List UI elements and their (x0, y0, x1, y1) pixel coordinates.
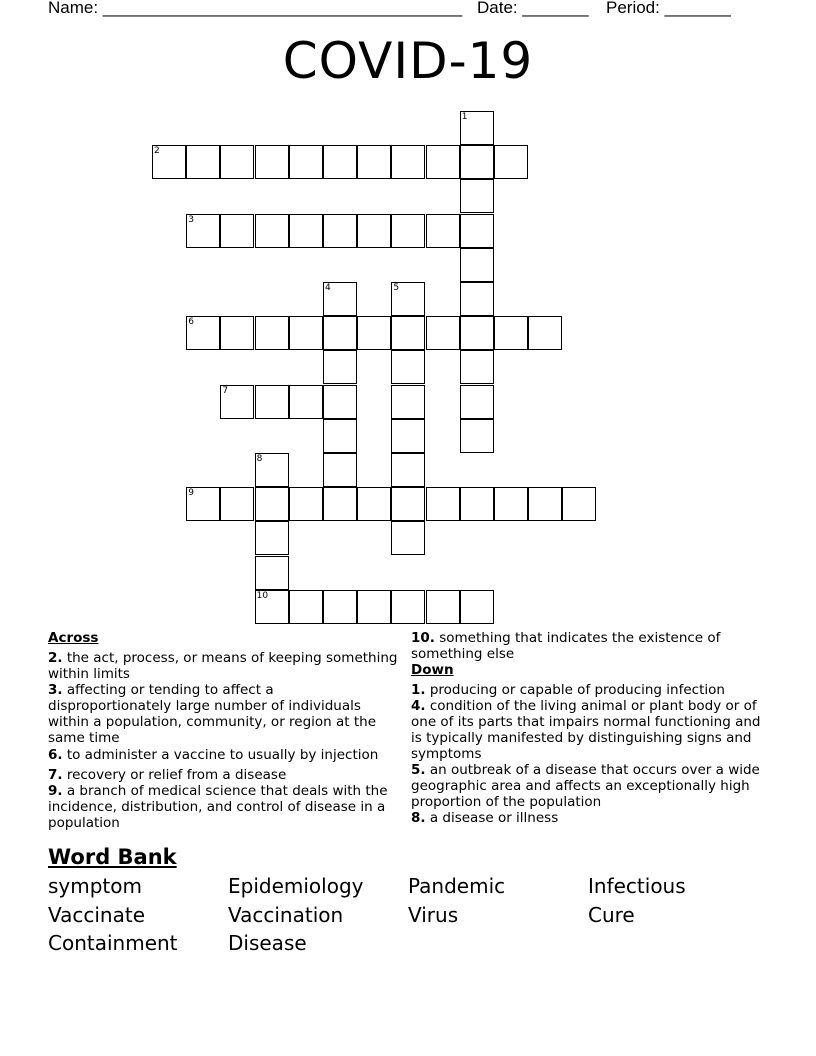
crossword-cell[interactable] (289, 385, 323, 419)
clue-down-1: 1. producing or capable of producing infection (411, 682, 725, 698)
crossword-cell[interactable] (391, 350, 425, 384)
word-bank-item: Disease (228, 931, 307, 955)
clue-number: 2 (154, 146, 160, 157)
across-heading: Across (48, 630, 99, 646)
word-bank-item: Containment (48, 931, 178, 955)
word-bank-item: Vaccination (228, 903, 344, 927)
clue-down-5: 5. an outbreak of a disease that occurs over a wide geographic area and affects an exceptionally high proportion of the population (411, 762, 760, 810)
word-bank-item: Virus (408, 903, 459, 927)
crossword-cell[interactable] (391, 453, 425, 487)
clues-left-column (48, 630, 400, 831)
crossword-cell[interactable] (289, 316, 323, 350)
word-bank-item: Pandemic (408, 874, 506, 898)
crossword-cell[interactable] (255, 316, 289, 350)
crossword-cell[interactable] (391, 214, 425, 248)
clue-across-6: 6. to administer a vaccine to usually by injection (48, 747, 379, 763)
crossword-cell[interactable] (391, 316, 425, 350)
crossword-cell[interactable] (426, 214, 460, 248)
crossword-cell[interactable] (289, 487, 323, 521)
crossword-cell[interactable] (357, 487, 391, 521)
crossword-cell[interactable] (494, 316, 528, 350)
name-field[interactable]: Name: ______________________________________ (48, 0, 463, 17)
crossword-cell[interactable] (460, 282, 494, 316)
clue-down-8: 8. a disease or illness (411, 810, 559, 826)
crossword-cell[interactable] (323, 453, 357, 487)
clue-across-9: 9. a branch of medical science that deals with the incidence, distribution, and control of disease in a population (48, 783, 388, 831)
crossword-cell[interactable] (494, 145, 528, 179)
crossword-cell[interactable] (289, 145, 323, 179)
word-bank-item: Cure (588, 903, 635, 927)
period-field[interactable]: Period: _______ (606, 0, 731, 17)
crossword-cell[interactable] (460, 248, 494, 282)
crossword-cell[interactable] (323, 145, 357, 179)
puzzle-title: COVID-19 (282, 32, 534, 90)
crossword-cell[interactable] (391, 385, 425, 419)
clue-number: 8 (256, 454, 263, 464)
clue-across-10: 10. something that indicates the existence of something else (411, 630, 721, 662)
crossword-cell[interactable] (186, 145, 220, 179)
crossword-cell[interactable] (426, 590, 460, 624)
clue-number: 5 (393, 283, 400, 293)
crossword-cell[interactable] (289, 214, 323, 248)
crossword-cell[interactable] (323, 350, 357, 384)
crossword-cell[interactable] (391, 282, 425, 316)
crossword-cell[interactable] (323, 316, 357, 350)
crossword-cell[interactable] (255, 453, 289, 487)
clue-number: 3 (188, 214, 194, 225)
crossword-cell[interactable] (186, 316, 220, 350)
clue-number: 9 (188, 488, 194, 499)
crossword-cell[interactable] (152, 145, 186, 179)
crossword-cell[interactable] (255, 521, 289, 555)
word-bank-item: symptom (48, 874, 142, 898)
clues-right-column (411, 630, 771, 826)
crossword-cell[interactable] (357, 316, 391, 350)
crossword-cell[interactable] (391, 521, 425, 555)
crossword-cell[interactable] (426, 487, 460, 521)
crossword-cell[interactable] (562, 487, 596, 521)
crossword-cell[interactable] (357, 590, 391, 624)
crossword-cell[interactable] (391, 590, 425, 624)
crossword-cell[interactable] (255, 590, 289, 624)
crossword-cell[interactable] (426, 145, 460, 179)
crossword-cell[interactable] (357, 214, 391, 248)
crossword-cell[interactable] (426, 316, 460, 350)
clue-down-4: 4. condition of the living animal or plant body or of one of its parts that impairs normal functioning and is typically manifested by distinguishing signs and symptoms (411, 698, 761, 762)
crossword-cell[interactable] (255, 556, 289, 590)
word-bank-item: Epidemiology (228, 874, 364, 898)
crossword-cell[interactable] (255, 145, 289, 179)
down-heading: Down (411, 662, 454, 678)
crossword-cell[interactable] (460, 487, 494, 521)
crossword-cell[interactable] (255, 385, 289, 419)
crossword-cell[interactable] (494, 487, 528, 521)
crossword-cell[interactable] (323, 487, 357, 521)
crossword-cell[interactable] (220, 145, 254, 179)
crossword-cell[interactable] (460, 179, 494, 213)
crossword-cell[interactable] (528, 487, 562, 521)
crossword-cell[interactable] (391, 145, 425, 179)
crossword-cell[interactable] (323, 419, 357, 453)
clue-number: 10 (256, 590, 269, 601)
crossword-cell[interactable] (460, 385, 494, 419)
crossword-cell[interactable] (220, 487, 254, 521)
crossword-cell[interactable] (528, 316, 562, 350)
crossword-cell[interactable] (255, 487, 289, 521)
crossword-cell[interactable] (460, 590, 494, 624)
crossword-cell[interactable] (323, 282, 357, 316)
crossword-cell[interactable] (323, 214, 357, 248)
crossword-cell[interactable] (357, 145, 391, 179)
clue-number: 4 (325, 283, 331, 293)
crossword-cell[interactable] (460, 145, 494, 179)
crossword-cell[interactable] (220, 316, 254, 350)
crossword-cell[interactable] (391, 487, 425, 521)
clue-across-3: 3. affecting or tending to affect a disproportionately large number of individuals within a population, community, or region at the same time (48, 682, 377, 746)
crossword-cell[interactable] (323, 385, 357, 419)
crossword-cell[interactable] (460, 316, 494, 350)
clue-number: 6 (188, 317, 194, 328)
crossword-cell[interactable] (460, 419, 494, 453)
crossword-cell[interactable] (323, 590, 357, 624)
clue-across-7: 7. recovery or relief from a disease (48, 767, 287, 783)
crossword-cell[interactable] (460, 111, 494, 145)
word-bank-item: Vaccinate (48, 903, 146, 927)
word-bank-title: Word Bank (48, 845, 177, 869)
crossword-cell[interactable] (460, 350, 494, 384)
crossword-cell[interactable] (460, 214, 494, 248)
date-field[interactable]: Date: _______ (477, 0, 589, 17)
crossword-cell[interactable] (289, 590, 323, 624)
crossword-cell[interactable] (220, 385, 254, 419)
crossword-cell[interactable] (255, 214, 289, 248)
crossword-cell[interactable] (186, 487, 220, 521)
clue-number: 7 (222, 385, 229, 396)
crossword-cell[interactable] (391, 419, 425, 453)
word-bank-item: Infectious (588, 874, 686, 898)
clue-number: 1 (461, 112, 468, 122)
crossword-cell[interactable] (220, 214, 254, 248)
crossword-cell[interactable] (186, 214, 220, 248)
clue-across-2: 2. the act, process, or means of keeping something within limits (48, 650, 398, 682)
